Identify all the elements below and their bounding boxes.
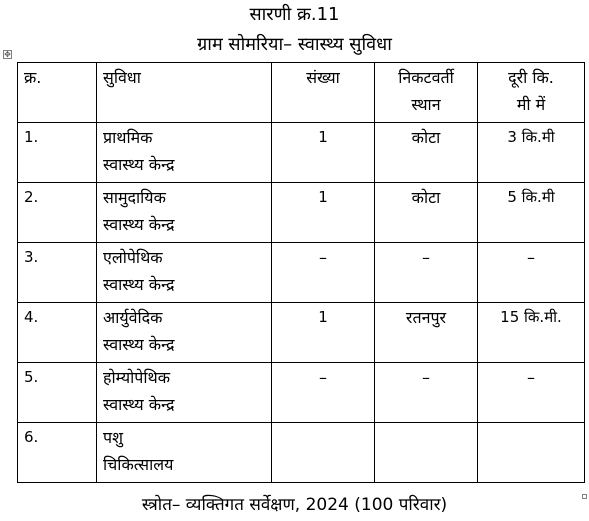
table-row [18, 243, 585, 303]
row-facility [97, 243, 272, 303]
row-distance: 15 कि.मी. [478, 303, 585, 363]
row-facility-line1: होम्योपेथिक [103, 368, 171, 387]
row-count: – [272, 243, 375, 303]
row-facility-line1: पशु [103, 428, 123, 447]
row-facility [97, 303, 272, 363]
row-facility [97, 183, 272, 243]
table-title: ग्राम सोमरिया– स्वास्थ्य सुविधा [197, 34, 392, 55]
row-place: कोटा [375, 183, 478, 243]
source-note: स्त्रोत– व्यक्तिगत सर्वेक्षण, 2024 (100 परिवार) [141, 495, 448, 515]
row-sno: 1. [18, 123, 97, 183]
row-sno: 4. [18, 303, 97, 363]
row-sno: 2. [18, 183, 97, 243]
row-sno: 5. [18, 363, 97, 423]
row-distance: – [478, 243, 585, 303]
row-facility-line2: चिकित्सालय [103, 455, 174, 474]
row-count: – [272, 363, 375, 423]
header-nearest-place-line2: स्थान [411, 95, 441, 114]
row-sno: 3. [18, 243, 97, 303]
table-row [18, 303, 585, 363]
row-facility-line2: स्वास्थ्य केन्द्र [103, 215, 175, 234]
table-row [18, 363, 585, 423]
header-nearest-place [375, 63, 478, 123]
row-facility-line1: एलोपेथिक [103, 248, 163, 267]
table-number: सारणी क्र.11 [249, 4, 340, 25]
header-distance [478, 63, 585, 123]
row-place: रतनपुर [375, 303, 478, 363]
row-count [272, 423, 375, 483]
row-facility-line1: प्राथमिक [103, 128, 153, 147]
header-distance-line2: मी में [516, 95, 546, 114]
row-place: – [375, 363, 478, 423]
row-facility-line1: सामुदायिक [103, 188, 166, 207]
table-row [18, 123, 585, 183]
row-distance: 3 कि.मी [478, 123, 585, 183]
header-nearest-place-line1: निकटवर्ती [398, 68, 454, 87]
row-facility-line1: आर्युवेदिक [103, 308, 163, 327]
header-count: संख्या [272, 63, 375, 123]
row-place: कोटा [375, 123, 478, 183]
table-row [18, 423, 585, 483]
row-facility-line2: स्वास्थ्य केन्द्र [103, 155, 175, 174]
row-distance [478, 423, 585, 483]
row-facility-line2: स्वास्थ्य केन्द्र [103, 275, 175, 294]
row-count: 1 [272, 183, 375, 243]
row-place: – [375, 243, 478, 303]
row-facility [97, 123, 272, 183]
row-facility-line2: स्वास्थ्य केन्द्र [103, 335, 175, 354]
row-count: 1 [272, 303, 375, 363]
table-header-row [18, 63, 585, 123]
row-distance: 5 कि.मी [478, 183, 585, 243]
row-distance: – [478, 363, 585, 423]
row-sno: 6. [18, 423, 97, 483]
row-facility [97, 363, 272, 423]
row-facility [97, 423, 272, 483]
row-facility-line2: स्वास्थ्य केन्द्र [103, 395, 175, 414]
resize-handle-icon[interactable] [582, 494, 587, 499]
header-distance-line1: दूरी कि. [508, 68, 554, 87]
header-facility: सुविधा [97, 63, 272, 123]
move-handle-icon[interactable]: ✥ [4, 50, 11, 59]
header-sno: क्र. [18, 63, 97, 123]
health-facility-table [17, 62, 585, 483]
row-count: 1 [272, 123, 375, 183]
table-row [18, 183, 585, 243]
row-place [375, 423, 478, 483]
